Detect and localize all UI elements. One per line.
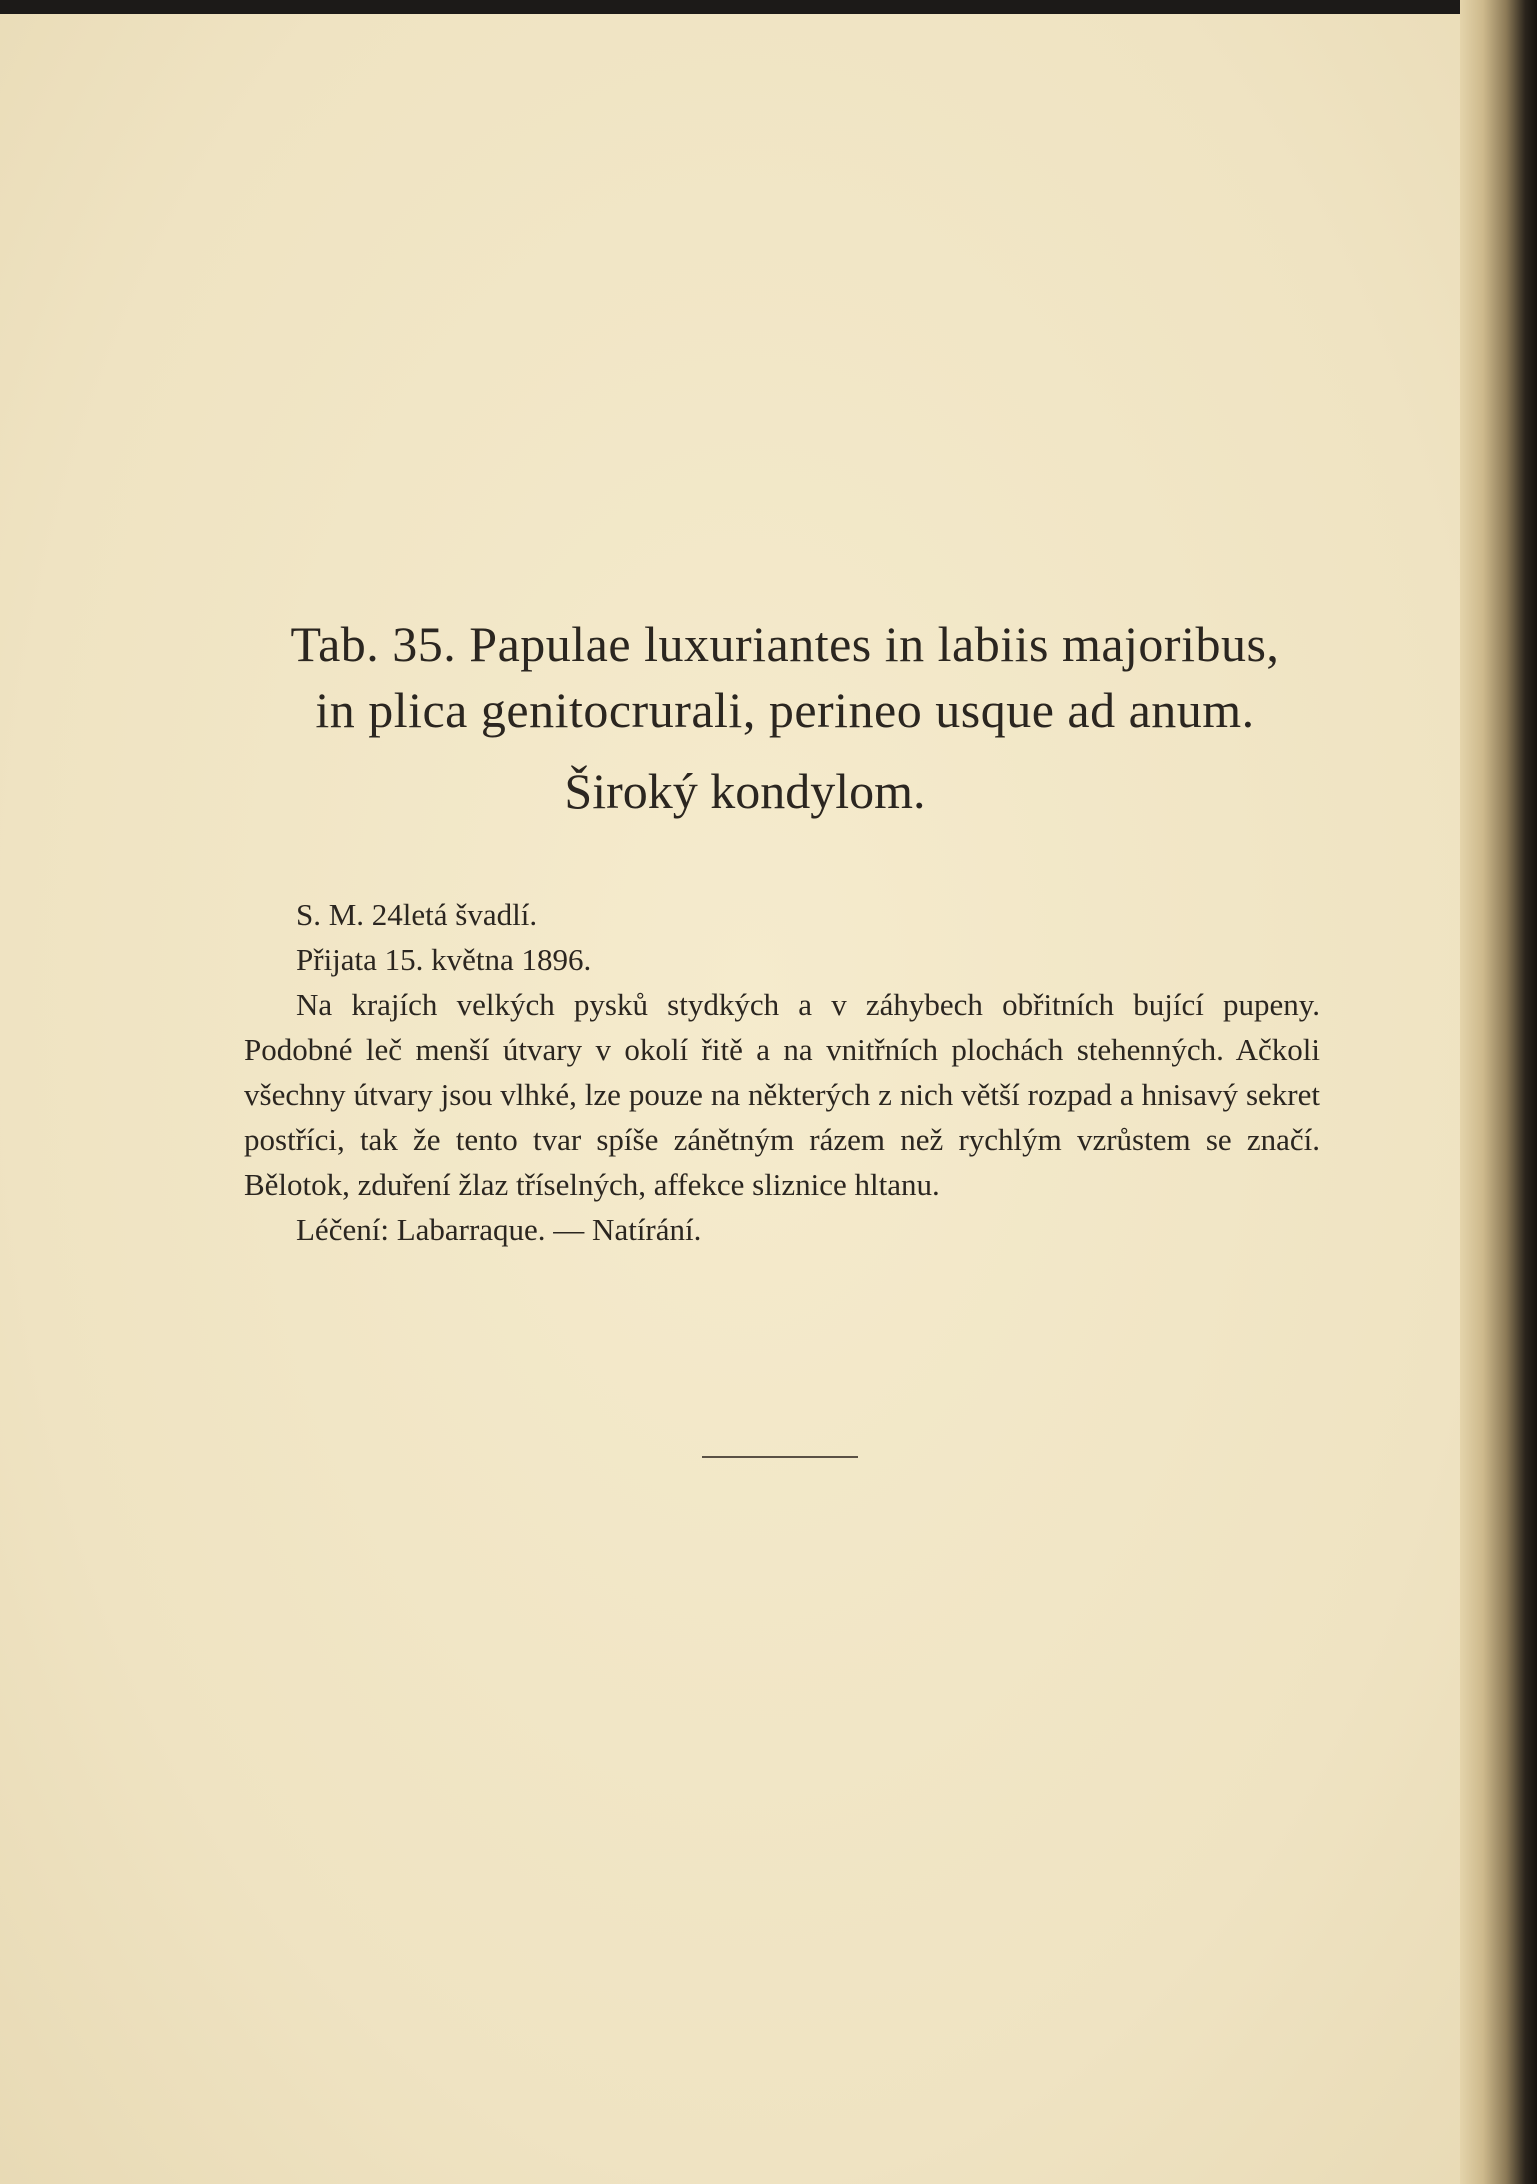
patient-line: S. M. 24letá švadlí. bbox=[296, 897, 538, 932]
plate-subtitle: Široký kondylom. bbox=[564, 763, 926, 819]
plate-title-line-1: Tab. 35. Papulae luxuriantes in labiis majoribus, bbox=[290, 616, 1280, 672]
book-page bbox=[0, 14, 1497, 2184]
treatment-line: Léčení: Labarraque. — Natírání. bbox=[296, 1212, 702, 1247]
book-binding-edge bbox=[1460, 0, 1537, 2184]
section-divider bbox=[702, 1456, 858, 1458]
findings-paragraph: Na krajích velkých pysků stydkých a v záhybech obřitních bující pupeny. Podobné leč menší útvary v okolí řitě a na vnitřních plochách stehenných. Ačkoli všechny útvary jsou vlhké, lze pouze na některých z nich větší rozpad a hnisavý sekret postříci, tak že tento tvar spíše zánětným rázem než rychlým vzrůstem se značí. Bělotok, zduření žlaz tříselných, affekce sliznice hltanu. bbox=[244, 987, 1320, 1202]
admission-date: Přijata 15. května 1896. bbox=[296, 942, 592, 977]
plate-title-line-2: in plica genitocrurali, perineo usque ad anum. bbox=[315, 682, 1255, 738]
case-description bbox=[244, 892, 1320, 1252]
